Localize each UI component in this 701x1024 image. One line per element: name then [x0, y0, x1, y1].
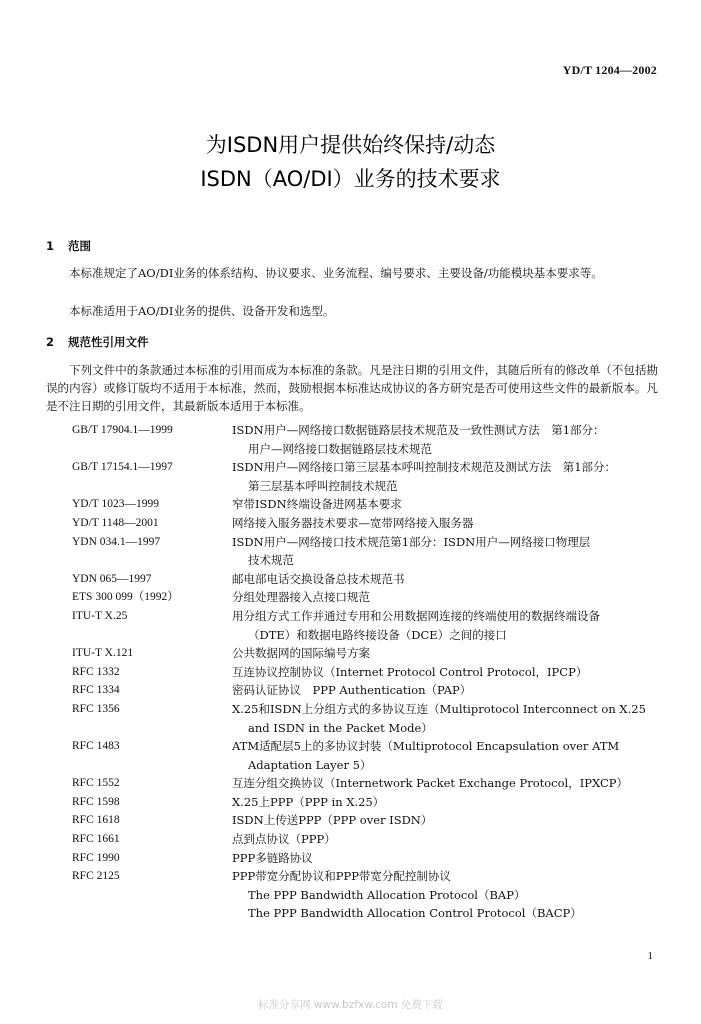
- reference-code: ITU-T X.121: [72, 647, 134, 660]
- reference-item: [72, 867, 662, 923]
- reference-title: ATM适配层5上的多协议封装（Multiprotocol Encapsulation over ATM Adaptation Layer 5）: [232, 739, 620, 772]
- section-1-heading: [46, 238, 91, 254]
- section-title: 规范性引用文件: [68, 335, 149, 349]
- reference-title: PPP多链路协议: [232, 850, 313, 865]
- reference-item: [72, 793, 662, 812]
- reference-item: [72, 830, 662, 849]
- paragraph-text: 本标准规定了AO/DI业务的体系结构、协议要求、业务流程、编号要求、主要设备/功能模块基本要求等。: [69, 266, 603, 280]
- reference-title: 点到点协议（PPP）: [232, 832, 336, 847]
- reference-code: YDN 065—1997: [72, 572, 152, 585]
- reference-title: 互连协议控制协议（Internet Protocol Control Protocol，IPCP）: [232, 664, 588, 679]
- reference-code: RFC 2125: [72, 870, 120, 883]
- reference-title: 窄带ISDN终端设备进网基本要求: [232, 497, 402, 512]
- document-title-line1: 为ISDN用户提供始终保持/动态: [205, 133, 496, 157]
- reference-item: [72, 607, 662, 644]
- reference-code: RFC 1356: [72, 702, 120, 715]
- reference-item: [72, 533, 662, 570]
- reference-code: RFC 1618: [72, 814, 120, 827]
- reference-item: [72, 663, 662, 682]
- section-number: 2: [46, 335, 55, 349]
- reference-item: [72, 495, 662, 514]
- reference-code: RFC 1332: [72, 665, 120, 678]
- reference-title: ISDN用户—网络接口第三层基本呼叫控制技术规范及测试方法 第1部分： 第三层基本呼叫控制技术规范: [232, 460, 617, 493]
- reference-code: RFC 1661: [72, 833, 120, 846]
- reference-code: YD/T 1148—2001: [72, 516, 159, 529]
- reference-code: GB/T 17904.1—1999: [72, 424, 173, 436]
- reference-title: 公共数据网的国际编号方案: [232, 646, 370, 661]
- reference-title: ISDN上传送PPP（PPP over ISDN）: [232, 813, 433, 828]
- reference-code: YD/T 1023—1999: [72, 498, 159, 511]
- reference-item: [72, 570, 662, 589]
- reference-code: YDN 034.1—1997: [72, 535, 161, 548]
- paragraph-text: 本标准适用于AO/DI业务的提供、设备开发和选型。: [69, 304, 335, 318]
- reference-title: X.25和ISDN上分组方式的多协议互连（Multiprotocol Interconnect on X.25 and ISDN in the Packet Mode）: [232, 701, 646, 735]
- reference-title: 分组处理器接入点接口规范: [232, 590, 370, 605]
- reference-code: ITU-T X.25: [72, 609, 128, 622]
- reference-item: [72, 849, 662, 868]
- site-watermark: 标准分享网 www.bzfxw.com 免费下载: [258, 999, 443, 1011]
- section-1-paragraph-1: [46, 264, 658, 282]
- reference-item: [72, 774, 662, 793]
- reference-title: 密码认证协议 PPP Authentication（PAP）: [232, 683, 472, 698]
- reference-item: [72, 458, 662, 495]
- section-2-intro: [46, 361, 658, 415]
- reference-title: 网络接入服务器技术要求—宽带网络接入服务器: [232, 515, 474, 530]
- reference-code: RFC 1334: [72, 684, 120, 697]
- page-number: 1: [647, 950, 653, 962]
- reference-code: GB/T 17154.1—1997: [72, 461, 173, 474]
- reference-code: ETS 300 099（1992）: [72, 591, 179, 604]
- reference-item: [72, 588, 662, 607]
- section-number: 1: [46, 239, 55, 253]
- reference-code: RFC 1483: [72, 740, 120, 753]
- standard-code: YD/T 1204—2002: [562, 63, 657, 77]
- reference-title: ISDN用户—网络接口技术规范第1部分：ISDN用户—网络接口物理层 技术规范: [232, 534, 591, 568]
- reference-item: [72, 421, 662, 458]
- section-2-heading: [46, 334, 149, 350]
- reference-title: 用分组方式工作并通过专用和公用数据网连接的终端使用的数据终端设备 （DTE）和数据电路终接设备（DCE）之间的接口: [232, 608, 600, 642]
- normative-references-list: [72, 421, 662, 923]
- paragraph-text: 下列文件中的条款通过本标准的引用而成为本标准的条款。凡是注日期的引用文件，其随后所有的修改单（不包括勘误的内容）或修订版均不适用于本标准，然而，鼓励根据本标准达成协议的各方研究是否可使用这些文件的最新版本。凡是不注日期的引用文件，其最新版本适用于本标准。: [46, 363, 658, 413]
- document-title-line2: ISDN（AO/DI）业务的技术要求: [200, 167, 501, 191]
- reference-item: [72, 514, 662, 533]
- reference-item: [72, 700, 662, 737]
- reference-code: RFC 1598: [72, 795, 120, 808]
- reference-title: PPP带宽分配协议和PPP带宽分配控制协议 The PPP Bandwidth Allocation Protocol（BAP） The PPP Bandwidth Allocation Control Protocol（BACP）: [232, 869, 582, 921]
- reference-code: RFC 1552: [72, 777, 120, 790]
- reference-item: [72, 737, 662, 774]
- reference-title: 互连分组交换协议（Internetwork Packet Exchange Protocol，IPXCP）: [232, 776, 629, 791]
- reference-item: [72, 811, 662, 830]
- reference-title: 邮电部电话交换设备总技术规范书: [232, 571, 405, 586]
- reference-item: [72, 644, 662, 663]
- reference-item: [72, 681, 662, 700]
- section-1-paragraph-2: [46, 302, 658, 320]
- reference-title: X.25上PPP（PPP in X.25）: [232, 794, 385, 809]
- reference-code: RFC 1990: [72, 851, 120, 864]
- section-title: 范围: [68, 239, 91, 253]
- reference-title: ISDN用户—网络接口数据链路层技术规范及一致性测试方法 第1部分： 用户—网络接口数据链路层技术规范: [232, 423, 605, 456]
